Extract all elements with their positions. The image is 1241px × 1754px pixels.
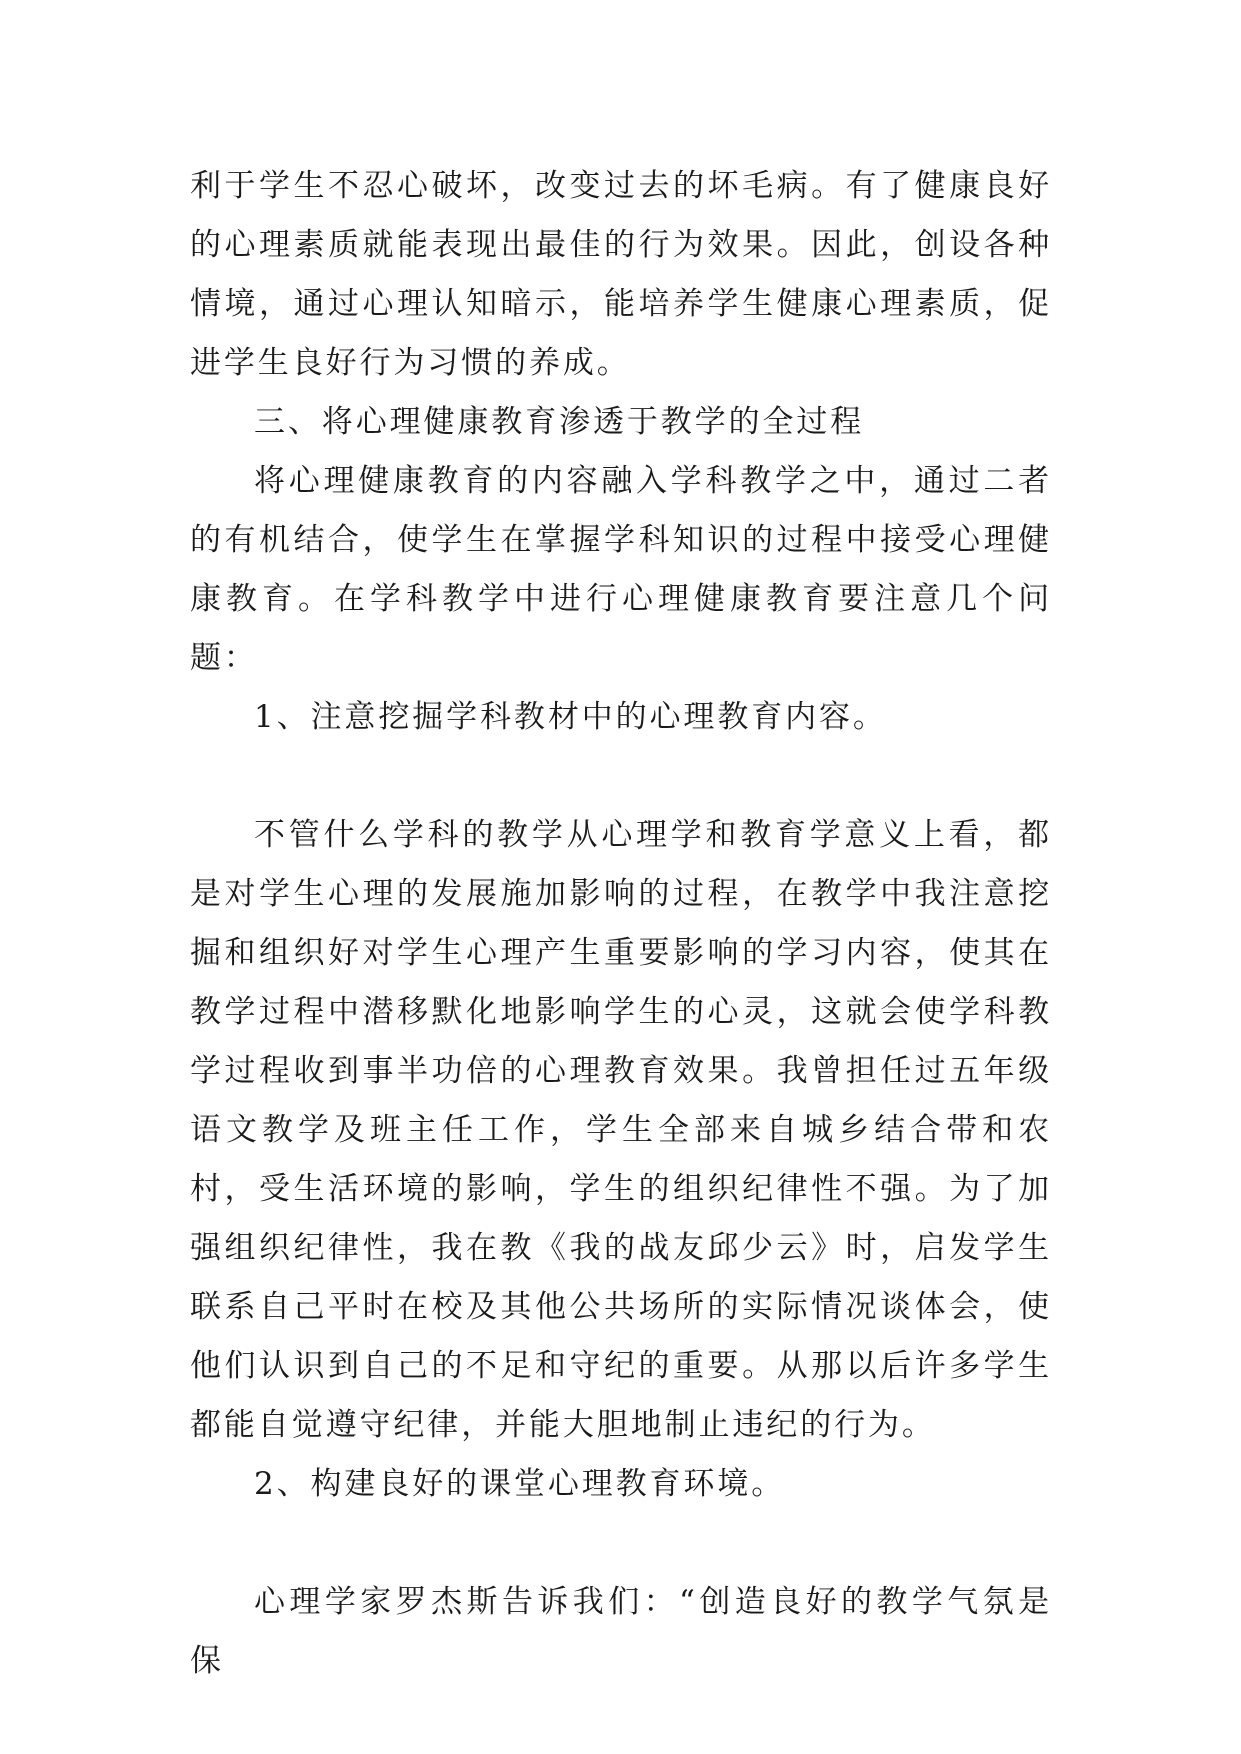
section-heading: 三、将心理健康教育渗透于教学的全过程 [254, 404, 865, 440]
body-paragraph: 利于学生不忍心破坏，改变过去的坏毛病。有了健康良好的心理素质就能表现出最佳的行为效果。因此，创设各种情境，通过心理认知暗示，能培养学生健康心理素质，促进学生良好行为习惯的养成。 [190, 168, 1052, 381]
blank-line [190, 1514, 1052, 1573]
body-paragraph: 将心理健康教育的内容融入学科教学之中，通过二者的有机结合，使学生在掌握学科知识的过程中接受心理健康教育。在学科教学中进行心理健康教育要注意几个问题： [190, 463, 1052, 676]
body-paragraph: 不管什么学科的教学从心理学和教育学意义上看，都是对学生心理的发展施加影响的过程，在教学中我注意挖掘和组织好对学生心理产生重要影响的学习内容，使其在教学过程中潜移默化地影响学生的心灵，这就会使学科教学过程收到事半功倍的心理教育效果。我曾担任过五年级语文教学及班主任工作，学生全部来自城乡结合带和农村，受生活环境的影响，学生的组织纪律性不强。为了加强组织纪律性，我在教《我的战友邱少云》时，启发学生联系自己平时在校及其他公共场所的实际情况谈体会，使他们认识到自己的不足和守纪的重要。从那以后许多学生都能自觉遵守纪律，并能大胆地制止违纪的行为。 [190, 817, 1052, 1443]
body-paragraph: 心理学家罗杰斯告诉我们：“创造良好的教学气氛是保 [190, 1584, 1052, 1679]
blank-line [190, 747, 1052, 806]
document-body [190, 157, 1052, 1691]
list-item-heading: 1、注意挖掘学科教材中的心理教育内容。 [254, 699, 887, 735]
list-item-heading: 2、构建良好的课堂心理教育环境。 [254, 1466, 786, 1502]
